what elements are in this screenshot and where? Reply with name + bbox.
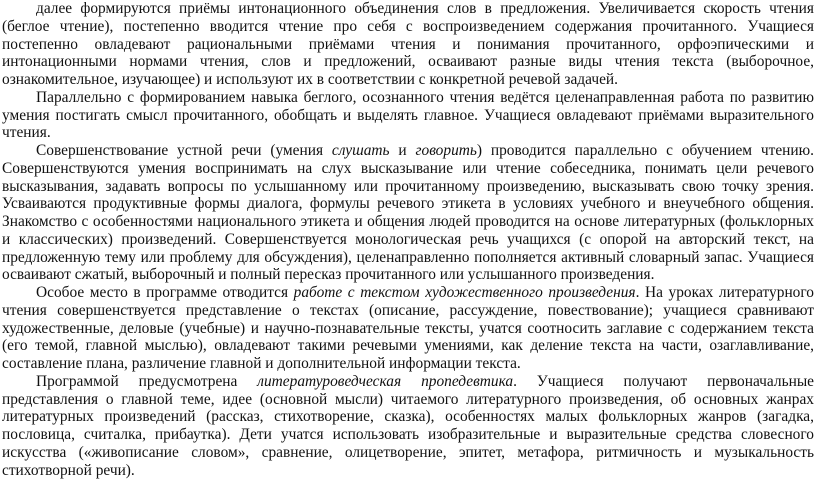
paragraph-text: Особое место в программе отводится — [36, 284, 294, 301]
italic-term-propaedeutics: литературоведческая пропедевтика — [257, 372, 514, 390]
italic-term-text-work: работе с текстом художественного произведения — [293, 284, 636, 301]
paragraph-text: далее формируются приёмы интонационного объединения слов в предложения. Увеличивается скорость чтения (беглое чтение), постепенно вводится чтение про себя с воспроизведением содержания прочитанного. Учащиеся постепенно овладевают рациональными приёмами чтения и понимания прочитанного, орфоэпическими и интонационными нормами чтения, слов и предложений, осваивают разные виды чтения текста (выборочное, ознакомительное, изучающее) и используют их в соответствии с конкретной речевой задачей. — [2, 0, 814, 88]
paragraph-oral-speech — [2, 142, 814, 284]
paragraph-fluent-reading — [2, 89, 814, 142]
paragraph-text: . Учащиеся получают первоначальные представления о главной теме, идее (основной мысли) читаемого литературного произведения, об основных жанрах литературных произведений (рассказ, стихотворение, сказка), особенностях малых фольклорных жанров (загадка, пословица, считалка, прибаутка). Дети учатся использовать изобразительные и выразительные средства словесного искусства («живописание словом», сравнение, олицетворение, эпитет, метафора, ритмичность и музыкальность стихотворной речи). — [2, 372, 814, 479]
italic-term-speak: говорить — [415, 142, 477, 159]
paragraph-text: Параллельно с формированием навыка беглого, осознанного чтения ведётся целенаправленная работа по развитию умения постигать смысл прочитанного, обобщать и выделять главное. Учащиеся овладевают приёмами выразительного чтения. — [2, 88, 814, 142]
paragraph-text: ) проводится параллельно с обучением чтению. Совершенствуются умения воспринимать на слух высказывание или чтение собеседника, понимать цели речевого высказывания, задавать вопросы по услышанному или прочитанному произведению, высказывать свою точку зрения. Усваиваются продуктивные формы диалога, формулы речевого этикета в условиях учебного и внеучебного общения. Знакомство с особенностями национального этикета и общения людей проводится на основе литературных (фольклорных и классических) произведений. Совершенствуется монологическая речь учащихся (с опорой на авторский текст, на предложенную тему или проблему для обсуждения), целенаправленно пополняется активный словарный запас. Учащиеся осваивают сжатый, выборочный и полный пересказ прочитанного или услышанного произведения. — [2, 142, 814, 284]
italic-term-listen: слушать — [331, 142, 390, 159]
paragraph-text: Совершенствование устной речи (умения — [36, 142, 332, 159]
paragraph-text: . На уроках литературного чтения совершенствуется представление о текстах (описание, рассуждение, повествование); учащиеся сравнивают художественные, деловые (учебные) и научно-познавательные тексты, учатся соотносить заглавие с содержанием текста (его темой, главной мыслью), овладевают такими речевыми умениями, как деление текста на части, озаглавливание, составление плана, различение главной и дополнительной информации текста. — [2, 284, 815, 372]
paragraph-literary-propaedeutics — [2, 373, 814, 480]
paragraph-text: и — [389, 142, 416, 159]
paragraph-text: Программой предусмотрена — [36, 372, 258, 390]
paragraph-text-work — [2, 284, 814, 373]
paragraph-reading-speed — [2, 0, 814, 89]
